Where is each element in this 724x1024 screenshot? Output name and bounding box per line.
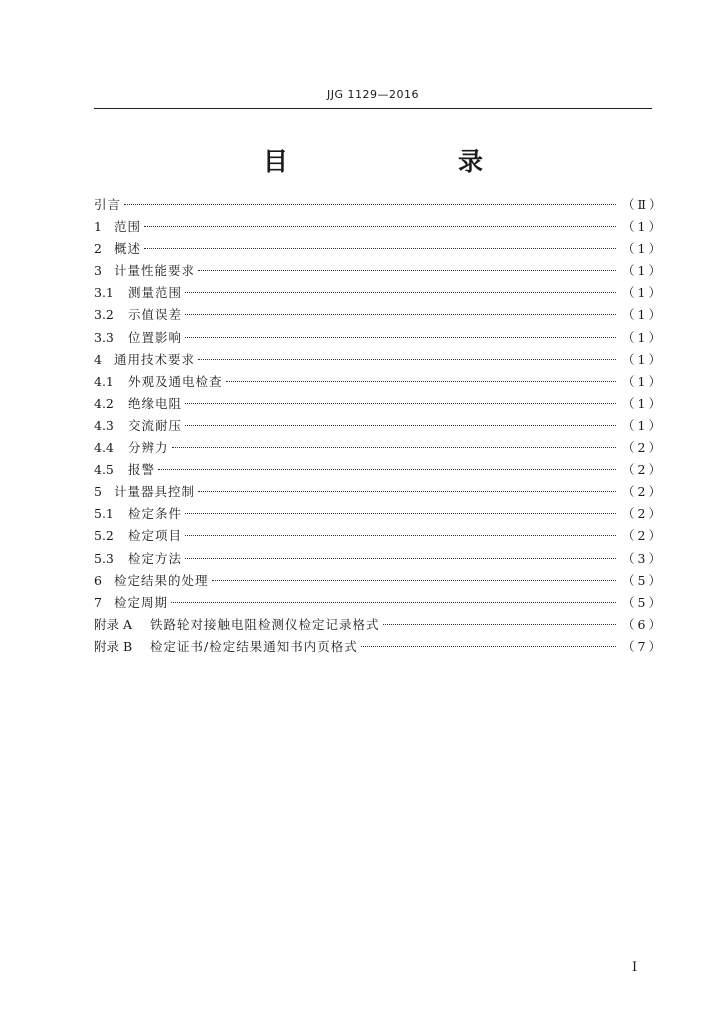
header-divider (94, 108, 652, 109)
toc-dot-leader (185, 292, 616, 293)
toc-dot-leader (185, 337, 616, 338)
toc-entry-number: 3.2 (94, 307, 114, 323)
toc-title: 目 录 (262, 147, 523, 176)
toc-entry-page: （1） (622, 373, 664, 389)
toc-entry-label: 检定条件 (128, 506, 183, 522)
toc-entry-label: 位置影响 (128, 329, 183, 345)
toc-entry-page: （Ⅱ） (622, 197, 665, 212)
toc-entry-page: （1） (622, 351, 664, 367)
toc-entry-label: 分辨力 (128, 440, 169, 456)
toc-dot-leader (185, 558, 616, 559)
toc-entry-page: （1） (622, 307, 664, 323)
toc-entry-label: 检定方法 (128, 550, 183, 566)
toc-entry-number: 1 (94, 219, 102, 235)
toc-entry-number: 4.5 (94, 462, 114, 478)
toc-entry-label: 绝缘电阻 (128, 395, 183, 411)
table-of-contents (94, 194, 665, 658)
toc-entry[interactable] (94, 415, 664, 437)
toc-dot-leader (185, 425, 616, 426)
toc-entry-page: （2） (622, 528, 664, 544)
toc-entry-label: 引言 (94, 197, 122, 212)
toc-entry-number: 4.2 (94, 395, 114, 411)
toc-entry[interactable] (94, 349, 664, 371)
toc-dot-leader (185, 314, 616, 315)
toc-entry-page: （1） (622, 219, 664, 235)
toc-entry-label: 检定结果的处理 (114, 572, 209, 588)
toc-entry-number: 7 (94, 594, 102, 610)
toc-entry-page: （1） (622, 395, 664, 411)
toc-dot-leader (158, 469, 616, 470)
toc-entry-label: 外观及通电检查 (128, 373, 223, 389)
toc-entry-label: 计量性能要求 (114, 263, 196, 279)
toc-entry-label: 范围 (114, 219, 142, 235)
toc-entry[interactable] (94, 437, 664, 459)
toc-entry-label: 通用技术要求 (114, 351, 196, 367)
toc-entry-number: 5.1 (94, 506, 114, 522)
toc-entry-page: （1） (622, 417, 664, 433)
toc-dot-leader (198, 270, 616, 271)
toc-entry[interactable] (94, 548, 664, 570)
toc-entry-number: 5.3 (94, 550, 114, 566)
toc-entry[interactable] (94, 570, 664, 592)
toc-entry-page: （5） (622, 572, 664, 588)
toc-entry-label: 检定项目 (128, 528, 183, 544)
toc-entry-label: 检定证书/检定结果通知书内页格式 (150, 638, 358, 654)
toc-dot-leader (185, 535, 616, 536)
toc-entry-page: （5） (622, 594, 664, 610)
toc-entry-page: （3） (622, 550, 664, 566)
toc-entry[interactable] (94, 459, 664, 481)
toc-entry[interactable] (94, 481, 664, 503)
toc-entry-page: （7） (622, 638, 664, 654)
toc-entry-number: 5 (94, 484, 102, 500)
toc-entry-page: （1） (622, 285, 664, 301)
toc-dot-leader (212, 580, 616, 581)
toc-entry[interactable] (94, 393, 664, 415)
toc-entry-number: 5.2 (94, 528, 114, 544)
toc-entry-label: 铁路轮对接触电阻检测仪检定记录格式 (150, 616, 380, 632)
toc-entry-label: 报警 (128, 462, 156, 478)
toc-entry-label: 示值误差 (128, 307, 183, 323)
toc-dot-leader (124, 204, 616, 205)
toc-entry-label: 交流耐压 (128, 417, 183, 433)
toc-entry-page: （1） (622, 263, 664, 279)
toc-entry-number: 附录 B (94, 638, 133, 654)
toc-entry-page: （2） (622, 440, 664, 456)
toc-dot-leader (361, 646, 616, 647)
toc-dot-leader (185, 513, 616, 514)
toc-dot-leader (172, 447, 616, 448)
toc-entry[interactable] (94, 260, 664, 282)
toc-entry[interactable] (94, 503, 664, 525)
toc-entry-page: （2） (622, 462, 664, 478)
toc-entry-page: （1） (622, 241, 664, 257)
toc-entry-number: 3 (94, 263, 102, 279)
toc-dot-leader (185, 403, 616, 404)
toc-entry[interactable] (94, 525, 664, 547)
page-folio: Ⅰ (632, 960, 638, 975)
toc-dot-leader (198, 359, 616, 360)
toc-entry-page: （2） (622, 506, 664, 522)
toc-entry-page: （1） (622, 329, 664, 345)
toc-entry-number: 附录 A (94, 616, 133, 632)
toc-entry[interactable] (94, 304, 664, 326)
toc-entry[interactable] (94, 614, 664, 636)
toc-entry[interactable] (94, 194, 665, 216)
toc-entry[interactable] (94, 238, 664, 260)
toc-entry[interactable] (94, 592, 664, 614)
toc-entry-number: 4 (94, 351, 102, 367)
toc-entry-page: （2） (622, 484, 664, 500)
toc-entry-page: （6） (622, 616, 664, 632)
toc-entry[interactable] (94, 216, 664, 238)
toc-entry-label: 检定周期 (114, 594, 169, 610)
toc-entry[interactable] (94, 282, 664, 304)
toc-entry-number: 4.1 (94, 373, 114, 389)
page-header-standard-code: JJG 1129—2016 (327, 88, 419, 101)
toc-entry[interactable] (94, 371, 664, 393)
toc-entry-number: 6 (94, 572, 102, 588)
toc-entry-number: 4.3 (94, 417, 114, 433)
toc-entry[interactable] (94, 327, 664, 349)
toc-dot-leader (198, 491, 616, 492)
toc-entry-number: 2 (94, 241, 102, 257)
toc-dot-leader (171, 602, 616, 603)
toc-dot-leader (144, 248, 616, 249)
toc-entry[interactable] (94, 636, 664, 658)
toc-entry-label: 计量器具控制 (114, 484, 196, 500)
toc-entry-number: 3.1 (94, 285, 114, 301)
toc-dot-leader (226, 381, 616, 382)
toc-dot-leader (383, 624, 616, 625)
toc-entry-label: 测量范围 (128, 285, 183, 301)
toc-dot-leader (144, 226, 616, 227)
toc-entry-number: 3.3 (94, 329, 114, 345)
toc-entry-number: 4.4 (94, 440, 114, 456)
toc-entry-label: 概述 (114, 241, 142, 257)
